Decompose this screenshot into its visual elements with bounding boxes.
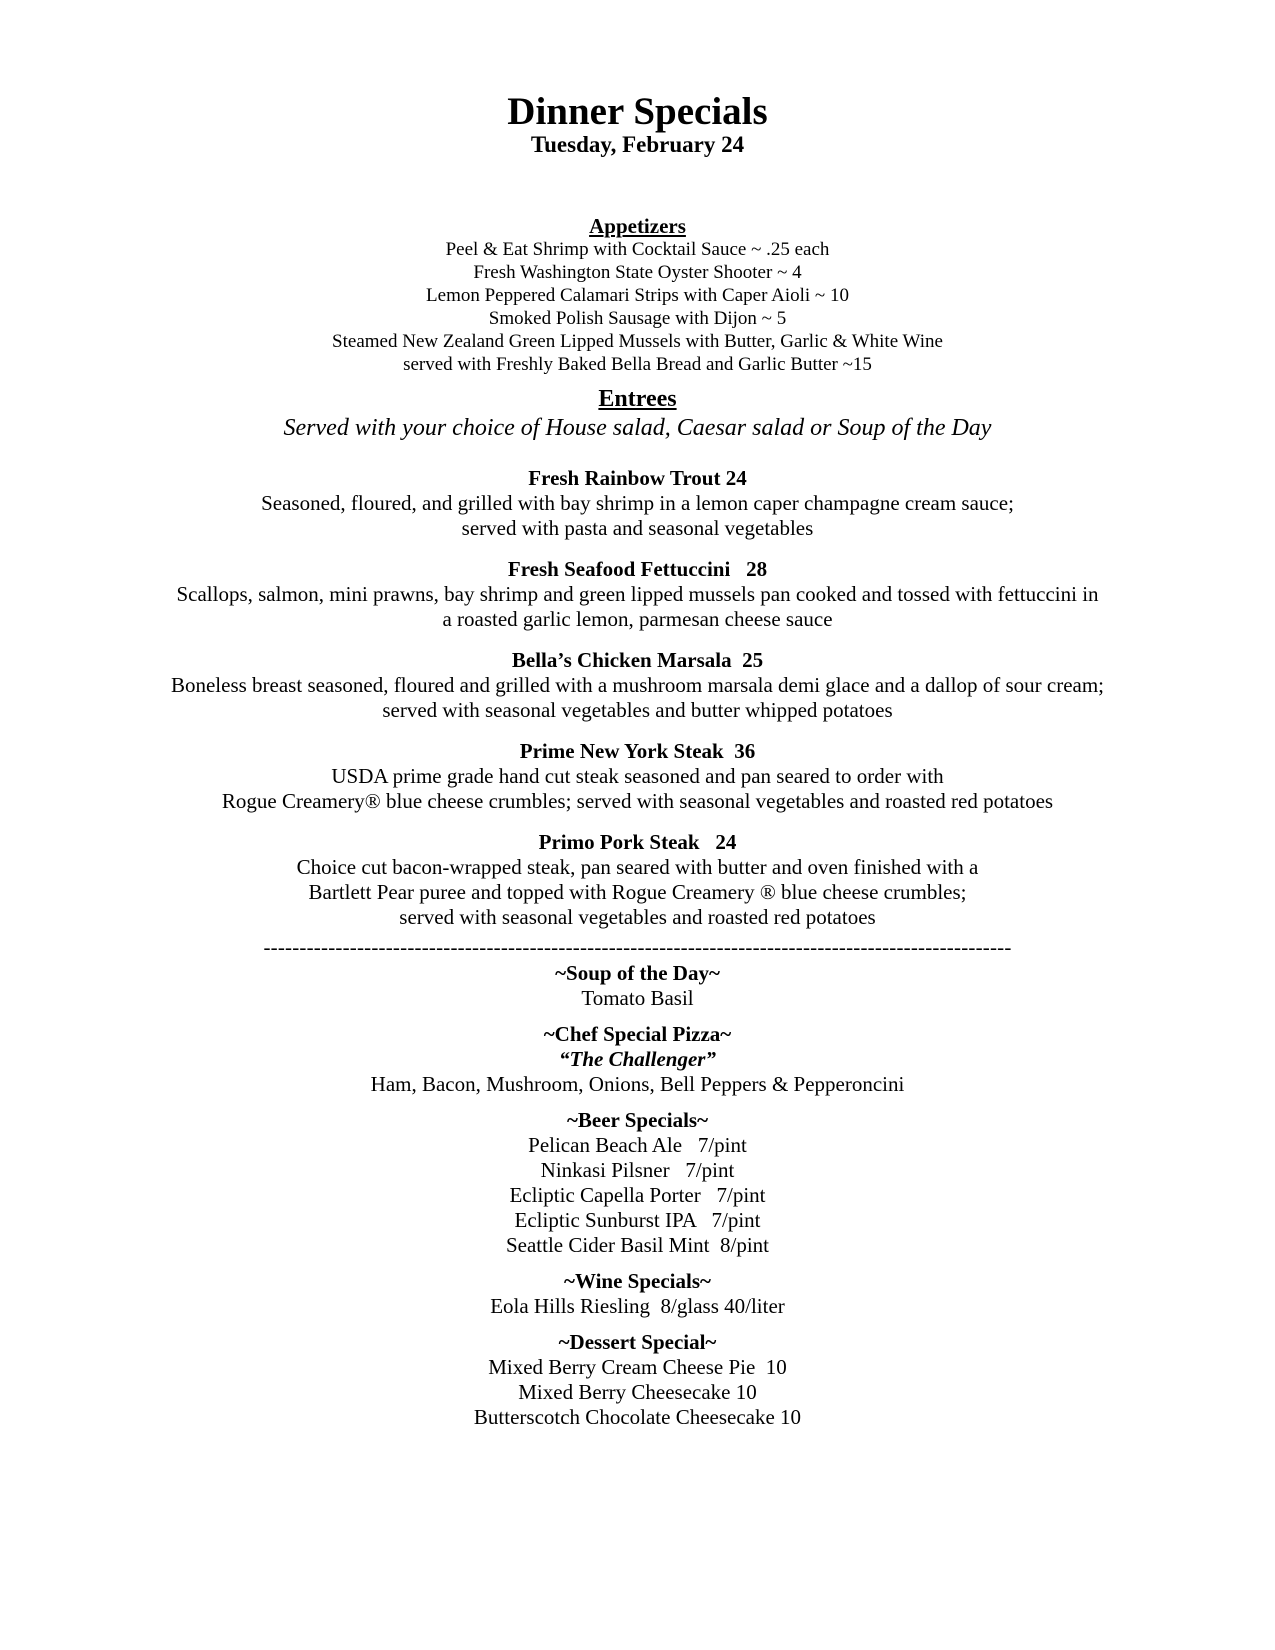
appetizer-item: Peel & Eat Shrimp with Cocktail Sauce ~ .25 each xyxy=(445,239,830,260)
entree-name: Prime New York Steak 36 xyxy=(519,739,756,763)
entree-description: served with seasonal vegetables and butter whipped potatoes xyxy=(382,698,893,722)
entree-trout xyxy=(0,466,1275,541)
beer-heading: ~Beer Specials~ xyxy=(566,1108,709,1132)
entree-description: Rogue Creamery® blue cheese crumbles; served with seasonal vegetables and roasted red potatoes xyxy=(221,789,1054,813)
dessert-heading: ~Dessert Special~ xyxy=(558,1330,717,1354)
menu-date: Tuesday, February 24 xyxy=(530,132,745,157)
entree-chicken-marsala xyxy=(0,648,1275,723)
entree-description: Boneless breast seasoned, floured and grilled with a mushroom marsala demi glace and a dallop of sour cream; xyxy=(170,673,1105,697)
entree-description: served with seasonal vegetables and roasted red potatoes xyxy=(399,905,876,929)
pizza-special xyxy=(0,1022,1275,1097)
entree-pork-steak xyxy=(0,830,1275,930)
dashed-divider: -------------------------------------------------------------------------------------------------------- xyxy=(263,935,1012,959)
entree-ny-steak xyxy=(0,739,1275,814)
entree-description: USDA prime grade hand cut steak seasoned and pan seared to order with xyxy=(331,764,944,788)
entree-name: Fresh Seafood Fettuccini 28 xyxy=(507,557,768,581)
appetizer-item: Smoked Polish Sausage with Dijon ~ 5 xyxy=(488,308,787,329)
beer-item: Ecliptic Capella Porter 7/pint xyxy=(509,1183,766,1207)
dessert-item: Butterscotch Chocolate Cheesecake 10 xyxy=(473,1405,802,1429)
beer-item: Pelican Beach Ale 7/pint xyxy=(528,1133,747,1157)
pizza-name: “The Challenger” xyxy=(559,1047,716,1071)
soup-item: Tomato Basil xyxy=(581,986,694,1010)
entree-description: a roasted garlic lemon, parmesan cheese sauce xyxy=(442,607,833,631)
beer-item: Ninkasi Pilsner 7/pint xyxy=(540,1158,735,1182)
wine-item: Eola Hills Riesling 8/glass 40/liter xyxy=(490,1294,785,1318)
dessert-item: Mixed Berry Cheesecake 10 xyxy=(518,1380,757,1404)
appetizer-item: served with Freshly Baked Bella Bread and Garlic Butter ~15 xyxy=(403,354,872,375)
pizza-heading: ~Chef Special Pizza~ xyxy=(543,1022,732,1046)
entree-description: Seasoned, floured, and grilled with bay shrimp in a lemon caper champagne cream sauce; xyxy=(261,491,1014,515)
entree-description: Bartlett Pear puree and topped with Rogue Creamery ® blue cheese crumbles; xyxy=(308,880,967,904)
entree-name: Primo Pork Steak 24 xyxy=(538,830,737,854)
appetizers-section xyxy=(0,214,1275,376)
specials-section xyxy=(0,961,1275,1441)
entrees-heading: Entrees xyxy=(598,386,677,412)
entree-name: Bella’s Chicken Marsala 25 xyxy=(511,648,764,672)
soup-heading: ~Soup of the Day~ xyxy=(555,961,720,985)
entrees-header xyxy=(0,385,1275,443)
entree-description: Scallops, salmon, mini prawns, bay shrimp and green lipped mussels pan cooked and tossed with fettuccini in xyxy=(176,582,1099,606)
pizza-toppings: Ham, Bacon, Mushroom, Onions, Bell Peppers & Pepperoncini xyxy=(370,1072,905,1096)
entrees-list xyxy=(0,466,1275,946)
appetizers-heading: Appetizers xyxy=(589,214,686,238)
appetizer-item: Lemon Peppered Calamari Strips with Caper Aioli ~ 10 xyxy=(426,285,849,306)
wine-specials xyxy=(0,1269,1275,1319)
beer-specials xyxy=(0,1108,1275,1258)
wine-heading: ~Wine Specials~ xyxy=(564,1269,711,1293)
page-title: Dinner Specials xyxy=(507,90,768,133)
entree-description: Choice cut bacon-wrapped steak, pan seared with butter and oven finished with a xyxy=(296,855,979,879)
soup-special xyxy=(0,961,1275,1011)
entrees-subheading: Served with your choice of House salad, Caesar salad or Soup of the Day xyxy=(283,415,992,441)
beer-item: Ecliptic Sunburst IPA 7/pint xyxy=(514,1208,761,1232)
entree-description: served with pasta and seasonal vegetables xyxy=(461,516,814,540)
dessert-item: Mixed Berry Cream Cheese Pie 10 xyxy=(488,1355,787,1379)
dessert-specials xyxy=(0,1330,1275,1430)
beer-item: Seattle Cider Basil Mint 8/pint xyxy=(505,1233,770,1257)
entree-name: Fresh Rainbow Trout 24 xyxy=(528,466,747,490)
appetizer-item: Steamed New Zealand Green Lipped Mussels with Butter, Garlic & White Wine xyxy=(332,331,943,352)
entree-fettuccini xyxy=(0,557,1275,632)
appetizer-item: Fresh Washington State Oyster Shooter ~ 4 xyxy=(473,262,802,283)
